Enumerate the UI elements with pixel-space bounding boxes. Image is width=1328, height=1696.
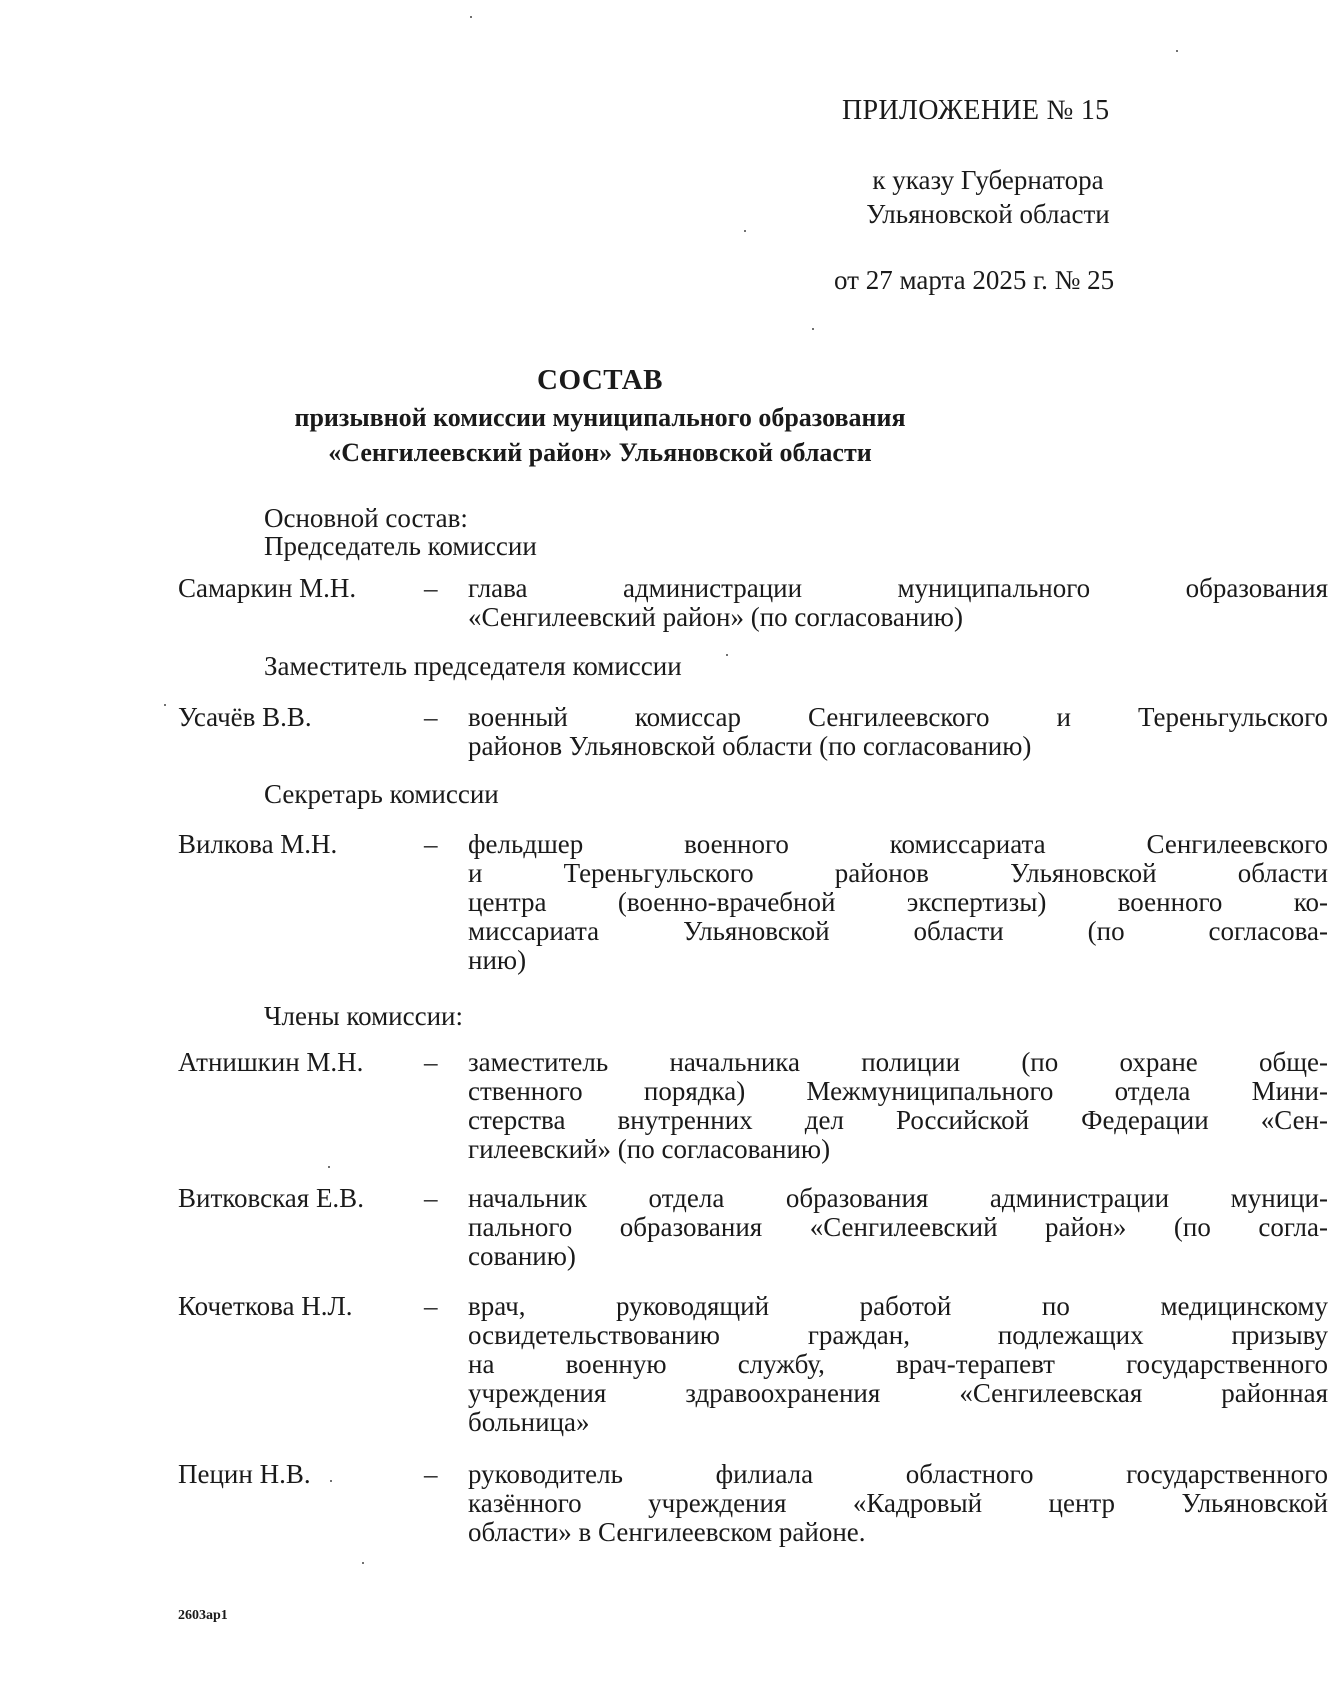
position-line: казённого учреждения «Кадровый центр Ульяновской [468,1488,1328,1518]
member-position [468,574,1328,632]
section-members: Члены комиссии: [264,1001,463,1031]
position-line: глава администрации муниципального образования [468,573,1328,603]
member-position [468,1460,1328,1547]
member-name: Пецин Н.В. [178,1459,311,1489]
position-line: «Сенгилеевский район» (по согласованию) [468,602,963,632]
section-secretary: Секретарь комиссии [264,779,499,809]
member-position [468,830,1328,975]
scan-speck [328,1166,330,1168]
member-name: Усачёв В.В. [178,702,312,732]
position-line: и Тереньгульского районов Ульяновской области [468,858,1328,888]
member-position [468,1184,1328,1271]
decree-reference-line: к указу Губернатора [872,165,1104,195]
member-dash: – [424,829,438,859]
decree-reference-line: Ульяновской области [866,199,1110,229]
decree-date: от 27 марта 2025 г. № 25 [834,265,1115,295]
member-dash: – [424,702,438,732]
position-line: больница» [468,1407,590,1437]
member-name: Витковская Е.В. [178,1183,364,1213]
member-position [468,1048,1328,1164]
position-line: пального образования «Сенгилеевский район» (по согла- [468,1212,1328,1242]
position-line: центра (военно-врачебной экспертизы) военного ко- [468,887,1328,917]
position-line: фельдшер военного комиссариата Сенгилеевского [468,829,1328,859]
member-position [468,1292,1328,1437]
position-line: учреждения здравоохранения «Сенгилеевская районная [468,1378,1328,1408]
position-line: области» в Сенгилеевском районе. [468,1517,866,1547]
appendix-title: ПРИЛОЖЕНИЕ № 15 [842,95,1110,126]
position-line: районов Ульяновской области (по согласованию) [468,731,1032,761]
scan-speck [812,328,814,330]
title-subtitle-line: призывной комиссии муниципального образования [294,403,906,432]
scan-speck [362,1562,364,1564]
position-line: нию) [468,945,527,975]
position-line: на военную службу, врач-терапевт государственного [468,1349,1328,1379]
member-dash: – [424,1459,438,1489]
position-line: гилеевский» (по согласованию) [468,1134,831,1164]
scan-speck [1176,50,1178,52]
scan-speck [330,1480,332,1482]
title-main: СОСТАВ [537,364,663,396]
member-name: Кочеткова Н.Л. [178,1291,353,1321]
title-subtitle-line: «Сенгилеевский район» Ульяновской области [328,438,872,467]
scan-speck [164,704,166,706]
position-line: руководитель филиала областного государственного [468,1459,1328,1489]
position-line: врач, руководящий работой по медицинскому [468,1291,1328,1321]
member-dash: – [424,573,438,603]
scan-speck [726,654,728,656]
member-dash: – [424,1047,438,1077]
position-line: сованию) [468,1241,576,1271]
section-chairman: Председатель комиссии [264,531,537,561]
position-line: заместитель начальника полиции (по охране обще- [468,1047,1328,1077]
member-position [468,703,1328,761]
member-dash: – [424,1291,438,1321]
member-dash: – [424,1183,438,1213]
position-line: освидетельствованию граждан, подлежащих призыву [468,1320,1328,1350]
decree-reference [848,163,1128,231]
document-title [0,360,1200,470]
member-name: Вилкова М.Н. [178,829,338,859]
scan-speck [744,230,746,232]
scan-speck [470,16,472,18]
section-deputy: Заместитель председателя комиссии [264,651,682,681]
document-code: 2603ар1 [178,1608,228,1623]
member-name: Самаркин М.Н. [178,573,357,603]
position-line: начальник отдела образования администрации муници- [468,1183,1328,1213]
position-line: военный комиссар Сенгилеевского и Тереньгульского [468,702,1328,732]
position-line: ственного порядка) Межмуниципального отдела Мини- [468,1076,1328,1106]
section-main-composition: Основной состав: [264,503,468,533]
position-line: миссариата Ульяновской области (по согласова- [468,916,1328,946]
member-name: Атнишкин М.Н. [178,1047,364,1077]
position-line: стерства внутренних дел Российской Федерации «Сен- [468,1105,1328,1135]
